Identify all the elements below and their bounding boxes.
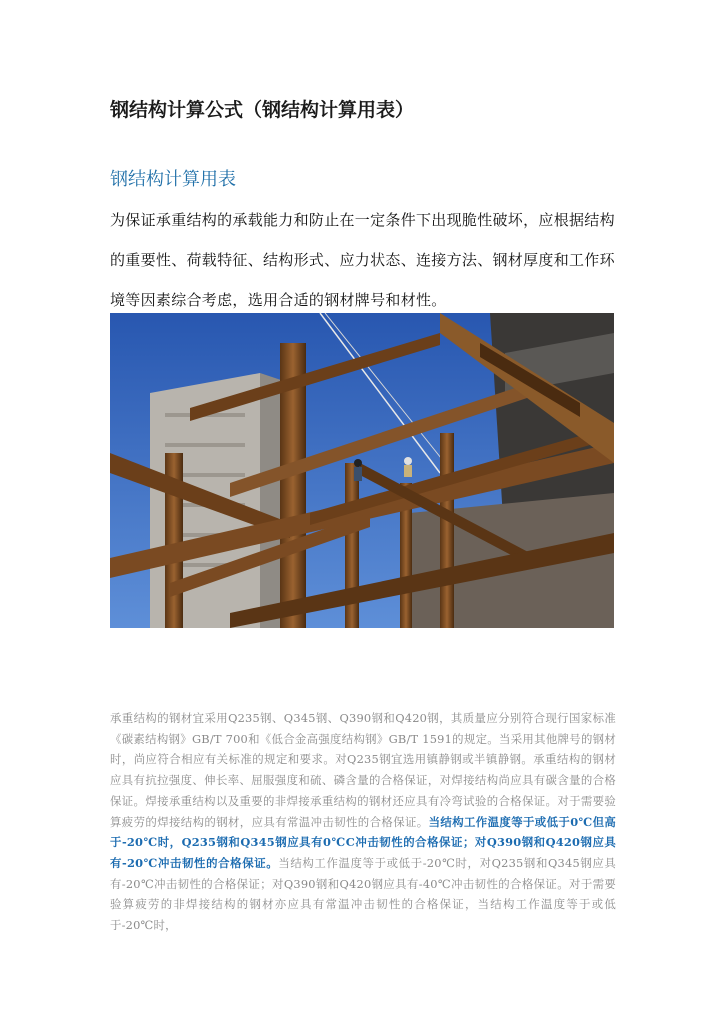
body-text-highlight: 当结构工作温度等于或低于0℃但高于-20℃时，Q235钢和Q345钢应具有0℃C冲击韧性的合格保证；对Q390钢和Q420钢应具有-20℃冲击韧性的合格保证。 — [110, 814, 616, 870]
steel-structure-photo — [110, 313, 614, 628]
steel-structure-construction-photo-icon — [110, 313, 614, 628]
body-paragraph — [110, 708, 616, 936]
body-text-part1: 承重结构的钢材宜采用Q235钢、Q345钢、Q390钢和Q420钢，其质量应分别符合现行国家标准《碳素结构钢》GB/T 700和《低合金高强度结构钢》GB/T 1591的规定。当采用其他牌号的钢材时，尚应符合相应有关标准的规定和要求。对Q235钢宜选用镇静钢或半镇静钢。承重结构的钢材应具有抗拉强度、伸长率、屈服强度和硫、磷含量的合格保证，对焊接结构尚应具有碳含量的合格保证。焊接承重结构以及重要的非焊接承重结构的钢材还应具有冷弯试验的合格保证。对于需要验算疲劳的焊接结构的钢材，应具有常温冲击韧性的合格保证。 — [110, 711, 616, 829]
body-text-part2: 当结构工作温度等于或低于-20℃时，对Q235钢和Q345钢应具有-20℃冲击韧性的合格保证；对Q390钢和Q420钢应具有-40℃冲击韧性的合格保证。对于需要验算疲劳的非焊接结构的钢材亦应具有常温冲击韧性的合格保证，当结构工作温度等于或低于-20℃时， — [110, 855, 616, 933]
document-title: 钢结构计算公式（钢结构计算用表） — [110, 99, 415, 121]
intro-paragraph: 为保证承重结构的承载能力和防止在一定条件下出现脆性破坏，应根据结构的重要性、荷载特征、结构形式、应力状态、连接方法、钢材厚度和工作环境等因素综合考虑，选用合适的钢材牌号和材性。 — [110, 211, 615, 309]
section-heading: 钢结构计算用表 — [110, 169, 236, 190]
